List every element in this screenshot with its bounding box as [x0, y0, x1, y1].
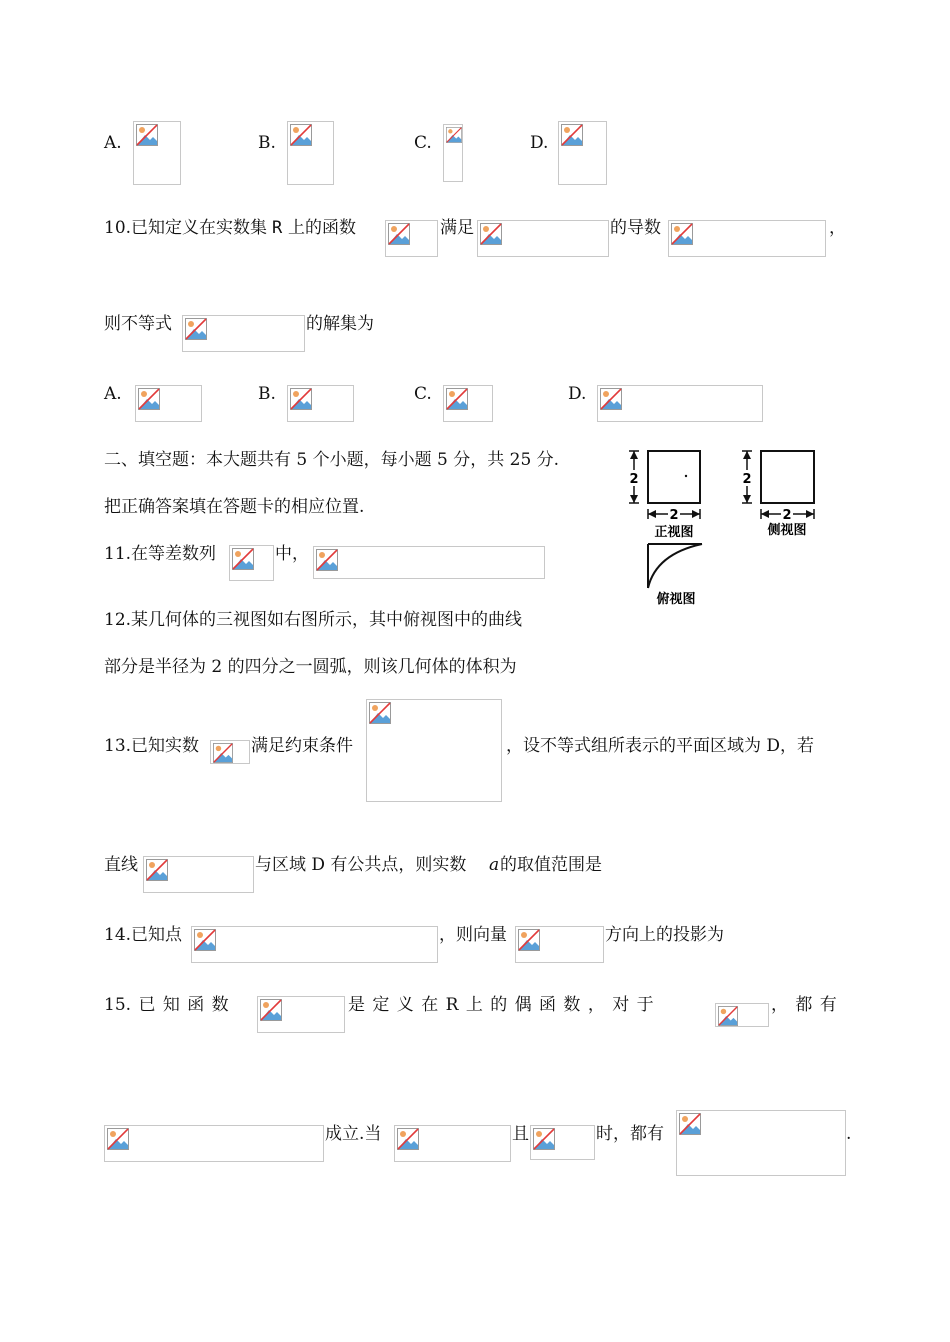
- broken-image-icon: [260, 999, 282, 1021]
- broken-image-icon: [213, 743, 233, 763]
- broken-image-icon: [369, 702, 391, 724]
- q10-option-d-image: [597, 385, 763, 422]
- q9-option-d-label: D.: [530, 133, 549, 153]
- q10-inequality-image: [182, 315, 305, 352]
- broken-image-icon: [518, 929, 540, 951]
- broken-image-icon: [397, 1128, 419, 1150]
- q15-result-image: [676, 1110, 846, 1176]
- q9-option-d-image: [558, 121, 607, 185]
- q10-text-2: 上的函数: [288, 218, 356, 238]
- q13-text-2: 满足约束条件: [251, 736, 353, 756]
- q10-function-image: [385, 220, 438, 257]
- q10-condition-image: [477, 220, 609, 257]
- q14-points-image: [191, 926, 438, 963]
- broken-image-icon: [136, 124, 158, 146]
- broken-image-icon: [146, 859, 168, 881]
- q10-option-a-image: [135, 385, 202, 422]
- top-view: [648, 544, 702, 607]
- q10-text-3: 满足: [440, 218, 474, 238]
- side-view: [741, 451, 814, 538]
- broken-image-icon: [290, 388, 312, 410]
- q10-derivative-image: [668, 220, 826, 257]
- section2-instruction: 把正确答案填在答题卡的相应位置.: [104, 497, 365, 517]
- broken-image-icon: [718, 1006, 738, 1026]
- q15-line2-text-3: 时，都有: [596, 1124, 664, 1144]
- q9-option-a-label: A.: [104, 133, 122, 153]
- q13-variables-image: [210, 740, 250, 764]
- broken-image-icon: [232, 548, 254, 570]
- broken-image-icon: [671, 223, 693, 245]
- front-view-label: 正视图: [654, 525, 694, 540]
- q9-option-c-label: C.: [414, 133, 432, 153]
- broken-image-icon: [480, 223, 502, 245]
- q10-option-c-label: C.: [414, 384, 432, 404]
- q9-option-c-image: [443, 124, 463, 182]
- q15-line2-text-4: .: [846, 1124, 852, 1144]
- broken-image-icon: [290, 124, 312, 146]
- q9-option-b-image: [287, 121, 334, 185]
- broken-image-icon: [679, 1113, 701, 1135]
- q13-line2-variable-a: a: [489, 855, 500, 875]
- q15-identity-image: [104, 1125, 324, 1162]
- front-height-dim: 2: [629, 472, 639, 487]
- q10-text-4: 的导数: [610, 218, 661, 238]
- q11-condition-image: [313, 546, 545, 579]
- q10-option-a-label: A.: [104, 384, 122, 404]
- q10-option-d-label: D.: [568, 384, 587, 404]
- broken-image-icon: [194, 929, 216, 951]
- q15-text-1: 15. 已 知 函 数: [104, 995, 229, 1015]
- q10-text-5: ，: [829, 218, 846, 238]
- broken-image-icon: [316, 549, 338, 571]
- q13-line-image: [143, 856, 254, 893]
- q15-line2-text-1: 成立.当: [325, 1124, 382, 1144]
- broken-image-icon: [388, 223, 410, 245]
- broken-image-icon: [107, 1128, 129, 1150]
- broken-image-icon: [185, 318, 207, 340]
- broken-image-icon: [446, 388, 468, 410]
- broken-image-icon: [446, 127, 462, 143]
- side-height-dim: 2: [742, 472, 752, 487]
- top-view-label: 俯视图: [656, 592, 696, 607]
- q15-function-image: [257, 996, 345, 1033]
- q15-text-2: 是 定 义 在 R 上 的 偶 函 数 ， 对 于: [348, 995, 654, 1015]
- front-view: [628, 451, 700, 540]
- q15-condition-a-image: [394, 1125, 511, 1162]
- section2-heading: 二、填空题：本大题共有 5 个小题，每小题 5 分，共 25 分.: [104, 450, 560, 470]
- q10-option-b-image: [287, 385, 354, 422]
- q13-line2-text-2: 与区域 D 有公共点，则实数: [255, 855, 467, 875]
- q10-text-1: 10.已知定义在实数集: [104, 218, 268, 238]
- side-width-dim: 2: [782, 508, 792, 523]
- q12-line-1: 12.某几何体的三视图如右图所示，其中俯视图中的曲线: [104, 610, 523, 630]
- q14-text-2: ，则向量: [439, 925, 507, 945]
- q10-text-r: R: [272, 218, 283, 238]
- q13-line2-text-3: 的取值范围是: [500, 855, 602, 875]
- q11-text-1: 11.在等差数列: [104, 544, 217, 564]
- q9-option-a-image: [133, 121, 181, 185]
- three-view-figure: [622, 446, 822, 616]
- q11-sequence-image: [229, 545, 274, 581]
- q13-text-1: 13.已知实数: [104, 736, 200, 756]
- q13-line2-text-1: 直线: [104, 855, 138, 875]
- q9-option-b-label: B.: [258, 133, 276, 153]
- broken-image-icon: [138, 388, 160, 410]
- q13-constraints-image: [366, 699, 502, 802]
- q13-text-3: ，设不等式组所表示的平面区域为 D，若: [506, 736, 815, 756]
- broken-image-icon: [561, 124, 583, 146]
- q14-text-3: 方向上的投影为: [605, 925, 724, 945]
- q14-text-1: 14.已知点: [104, 925, 183, 945]
- q15-line2-text-2: 且: [512, 1124, 529, 1144]
- q12-line-2: 部分是半径为 2 的四分之一圆弧，则该几何体的体积为: [104, 657, 517, 677]
- q10-line2-text-1: 则不等式: [104, 314, 172, 334]
- q15-text-3: ， 都 有: [771, 995, 837, 1015]
- q15-domain-image: [715, 1003, 769, 1027]
- q11-text-2: 中，: [275, 544, 309, 564]
- broken-image-icon: [600, 388, 622, 410]
- q15-condition-b-image: [530, 1125, 595, 1160]
- q14-vector-image: [515, 926, 604, 963]
- broken-image-icon: [533, 1128, 555, 1150]
- q10-option-b-label: B.: [258, 384, 276, 404]
- side-view-label: 侧视图: [767, 523, 807, 538]
- q10-option-c-image: [443, 385, 493, 422]
- q10-line2-text-2: 的解集为: [306, 314, 374, 334]
- front-width-dim: 2: [669, 508, 679, 523]
